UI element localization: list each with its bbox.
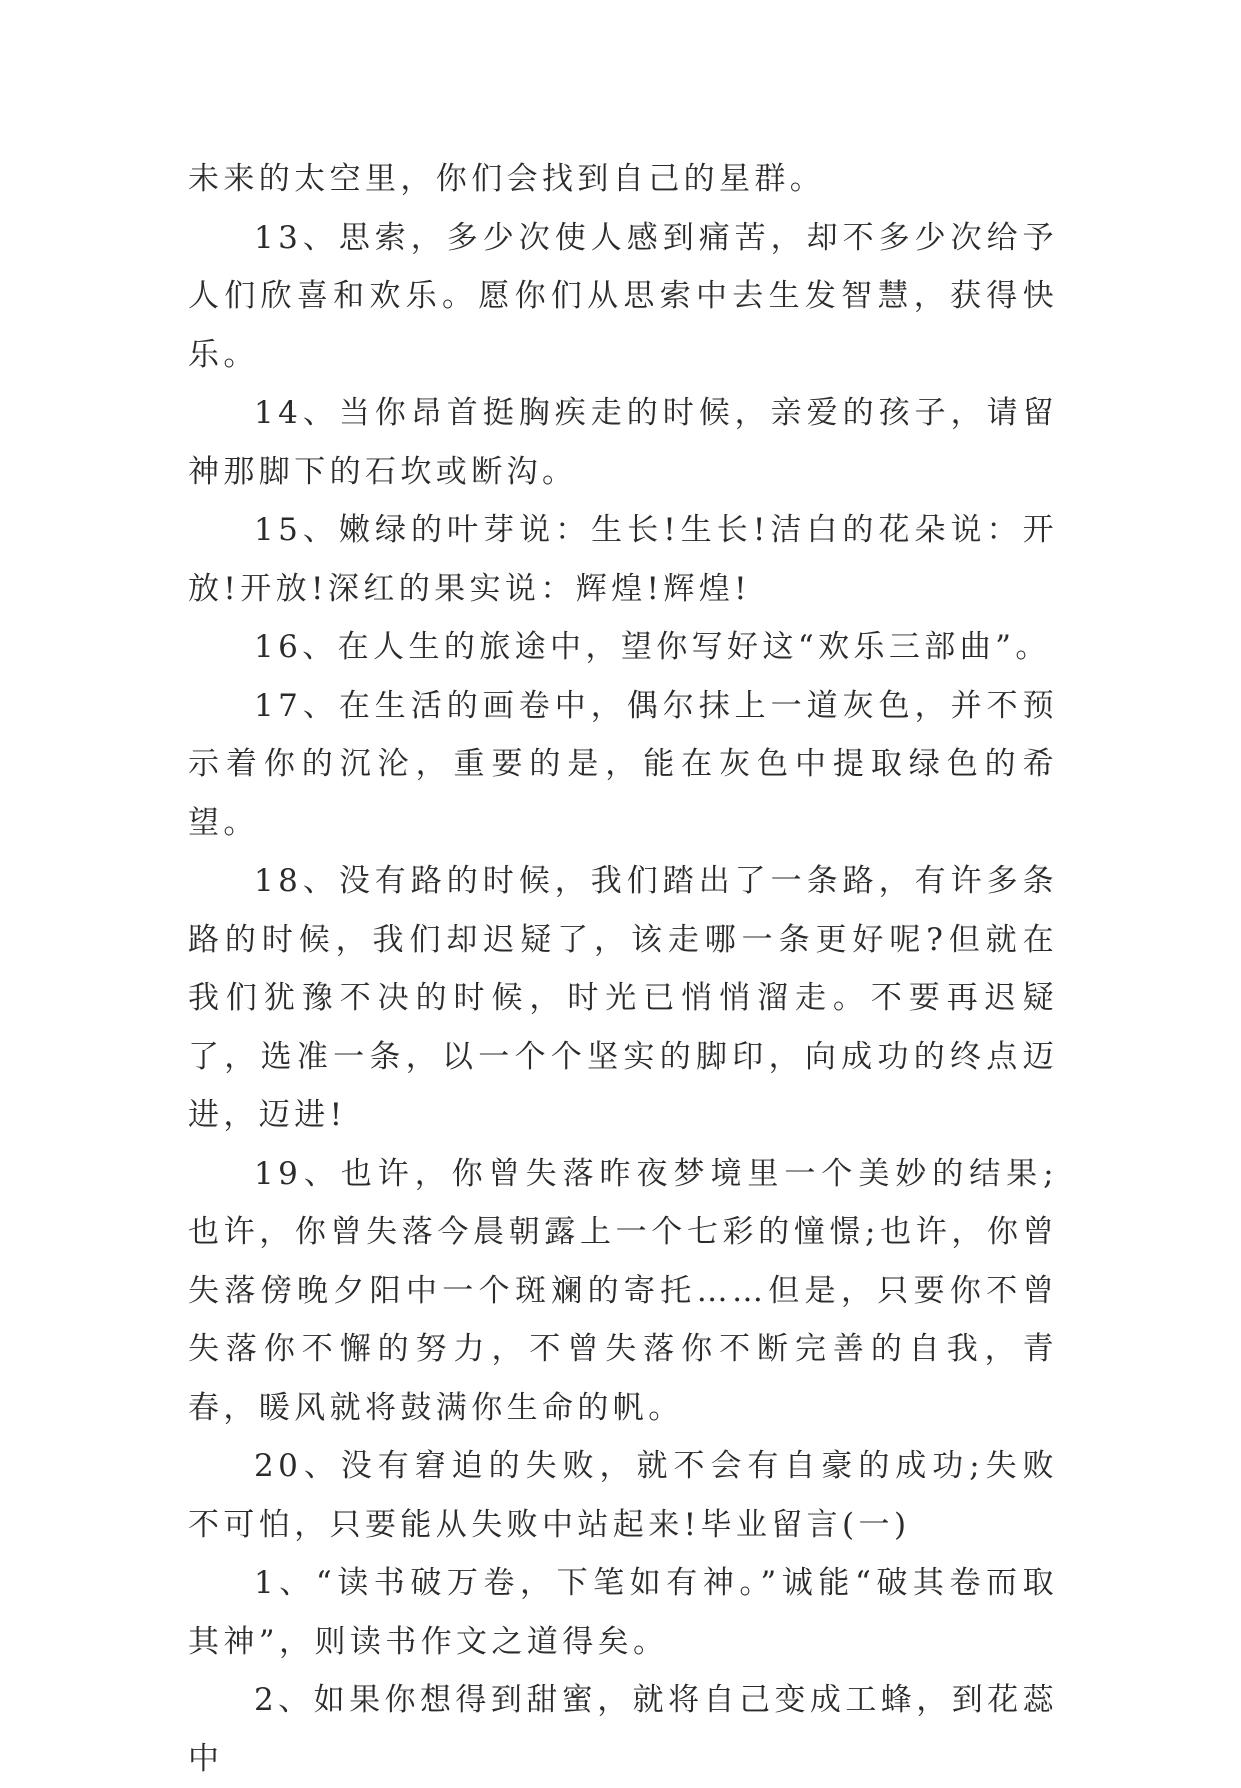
paragraph-17: 17、在生活的画卷中，偶尔抹上一道灰色，并不预示着你的沉沦，重要的是，能在灰色中提取绿色的希望。 [188,687,1058,841]
paragraph-13: 13、思索，多少次使人感到痛苦，却不多少次给予人们欣喜和欢乐。愿你们从思索中去生发智慧，获得快乐。 [188,219,1058,373]
paragraph-18: 18、没有路的时候，我们踏出了一条路，有许多条路的时候，我们却迟疑了，该走哪一条更好呢?但就在我们犹豫不决的时候，时光已悄悄溜走。不要再迟疑了，选准一条，以一个个坚实的脚印，向成功的终点迈进，迈进! [188,863,1058,1133]
paragraph-16: 16、在人生的旅途中，望你写好这“欢乐三部曲”。 [254,629,1051,665]
document-page [188,150,1058,1788]
paragraph-1: 1、“读书破万卷，下笔如有神。”诚能“破其卷而取其神”，则读书作文之道得矣。 [188,1565,1058,1660]
paragraph-2: 2、如果你想得到甜蜜，就将自己变成工蜂，到花蕊中 [188,1682,1058,1777]
paragraph-continuation: 未来的太空里，你们会找到自己的星群。 [188,161,826,197]
paragraph-14: 14、当你昂首挺胸疾走的时候，亲爱的孩子，请留神那脚下的石坎或断沟。 [188,395,1058,490]
paragraph-19: 19、也许，你曾失落昨夜梦境里一个美妙的结果;也许，你曾失落今晨朝露上一个七彩的憧憬;也许，你曾失落傍晚夕阳中一个斑斓的寄托……但是，只要你不曾失落你不懈的努力，不曾失落你不断完善的自我，青春，暖风就将鼓满你生命的帆。 [188,1155,1058,1426]
paragraph-20: 20、没有窘迫的失败，就不会有自豪的成功;失败不可怕，只要能从失败中站起来!毕业留言(一) [188,1448,1058,1543]
paragraph-15: 15、嫩绿的叶芽说：生长!生长!洁白的花朵说：开放!开放!深红的果实说：辉煌!辉煌! [188,512,1058,607]
